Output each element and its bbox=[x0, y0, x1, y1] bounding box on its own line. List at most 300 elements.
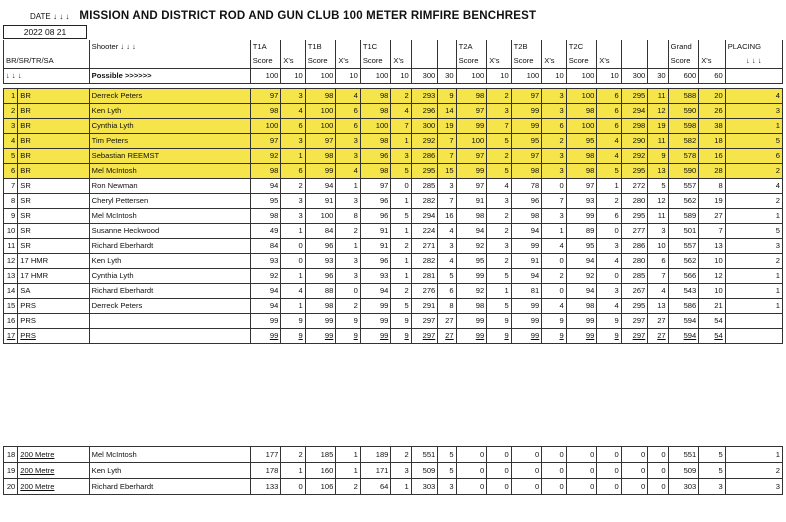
score-cell: 95 bbox=[456, 254, 487, 269]
placing-cell: 2 bbox=[725, 254, 782, 269]
blank-cell bbox=[4, 40, 90, 54]
xs-cell: 9 bbox=[487, 329, 511, 344]
score-cell: 578 bbox=[668, 149, 699, 164]
score-cell: 292 bbox=[411, 134, 438, 149]
row-number: 17 bbox=[4, 329, 18, 344]
xs-cell: 8 bbox=[699, 179, 726, 194]
score-cell: 96 bbox=[511, 194, 542, 209]
score-cell: 91 bbox=[511, 254, 542, 269]
xs-cell: 4 bbox=[648, 284, 668, 299]
xs-cell: 9 bbox=[391, 314, 411, 329]
score-cell: 590 bbox=[668, 164, 699, 179]
score-cell: 98 bbox=[305, 299, 336, 314]
score-cell: 285 bbox=[621, 269, 648, 284]
score-cell: 97 bbox=[456, 104, 487, 119]
score-cell: 551 bbox=[411, 447, 438, 463]
score-cell: 94 bbox=[456, 224, 487, 239]
score-header: Score bbox=[305, 54, 336, 69]
xs-cell: 3 bbox=[336, 254, 360, 269]
score-cell: 95 bbox=[250, 194, 281, 209]
score-cell: 557 bbox=[668, 239, 699, 254]
placing-cell: 5 bbox=[725, 224, 782, 239]
score-cell: 91 bbox=[305, 194, 336, 209]
xs-cell: 1 bbox=[391, 134, 411, 149]
score-cell: 99 bbox=[511, 119, 542, 134]
xs-cell: 28 bbox=[699, 164, 726, 179]
shooter-header: Shooter ↓ ↓ ↓ bbox=[89, 40, 250, 54]
shooter-name: Mel McIntosh bbox=[89, 447, 250, 463]
class-cell: SR bbox=[18, 194, 89, 209]
xs-cell: 6 bbox=[597, 209, 621, 224]
possible-value: 60 bbox=[699, 69, 726, 84]
score-cell: 566 bbox=[668, 269, 699, 284]
table-row bbox=[4, 164, 783, 179]
possible-value: 100 bbox=[305, 69, 336, 84]
xs-cell: 1 bbox=[391, 194, 411, 209]
xs-cell: 0 bbox=[487, 463, 511, 479]
score-header: Score bbox=[668, 54, 699, 69]
row-number: 8 bbox=[4, 194, 18, 209]
xs-cell: 6 bbox=[648, 254, 668, 269]
possible-value: 300 bbox=[621, 69, 648, 84]
score-cell: 97 bbox=[511, 149, 542, 164]
score-cell: 94 bbox=[305, 179, 336, 194]
xs-cell: 2 bbox=[391, 89, 411, 104]
xs-cell: 1 bbox=[336, 447, 360, 463]
xs-cell: 5 bbox=[487, 164, 511, 179]
placing-cell: 1 bbox=[725, 119, 782, 134]
xs-cell: 9 bbox=[336, 314, 360, 329]
t1a-header: T1A bbox=[250, 40, 281, 54]
score-cell: 97 bbox=[511, 89, 542, 104]
xs-cell: 1 bbox=[281, 463, 305, 479]
score-cell: 100 bbox=[305, 104, 336, 119]
xs-header: X's bbox=[336, 54, 360, 69]
score-cell: 98 bbox=[250, 164, 281, 179]
xs-cell: 12 bbox=[699, 269, 726, 284]
score-cell: 99 bbox=[360, 314, 391, 329]
score-cell: 88 bbox=[305, 284, 336, 299]
score-header: Score bbox=[250, 54, 281, 69]
xs-cell: 2 bbox=[336, 299, 360, 314]
score-cell: 99 bbox=[456, 314, 487, 329]
score-cell: 98 bbox=[360, 134, 391, 149]
xs-cell: 5 bbox=[487, 269, 511, 284]
score-cell: 93 bbox=[305, 254, 336, 269]
score-cell: 0 bbox=[456, 463, 487, 479]
score-cell: 99 bbox=[566, 209, 597, 224]
class-cell: 200 Metre bbox=[18, 447, 89, 463]
xs-cell: 19 bbox=[648, 119, 668, 134]
score-cell: 95 bbox=[566, 239, 597, 254]
score-cell: 99 bbox=[305, 314, 336, 329]
xs-cell: 1 bbox=[281, 149, 305, 164]
score-cell: 99 bbox=[511, 299, 542, 314]
xs-cell: 16 bbox=[438, 209, 456, 224]
xs-cell: 5 bbox=[487, 134, 511, 149]
score-cell: 594 bbox=[668, 329, 699, 344]
score-cell: 91 bbox=[456, 194, 487, 209]
xs-cell: 1 bbox=[597, 179, 621, 194]
class-cell: BR bbox=[18, 134, 89, 149]
score-cell: 0 bbox=[566, 479, 597, 495]
xs-cell: 2 bbox=[391, 239, 411, 254]
score-cell: 98 bbox=[456, 209, 487, 224]
score-cell: 598 bbox=[668, 119, 699, 134]
class-cell: 17 HMR bbox=[18, 269, 89, 284]
xs-cell: 1 bbox=[281, 269, 305, 284]
xs-cell: 0 bbox=[542, 463, 566, 479]
xs-cell: 6 bbox=[281, 119, 305, 134]
xs-cell: 26 bbox=[699, 104, 726, 119]
row-number: 15 bbox=[4, 299, 18, 314]
table-row bbox=[4, 179, 783, 194]
table-row bbox=[4, 239, 783, 254]
possible-value: 30 bbox=[648, 69, 668, 84]
xs-cell: 3 bbox=[487, 239, 511, 254]
xs-cell: 4 bbox=[438, 224, 456, 239]
score-cell: 99 bbox=[511, 314, 542, 329]
score-cell: 94 bbox=[250, 299, 281, 314]
score-cell: 94 bbox=[250, 284, 281, 299]
score-cell: 100 bbox=[360, 119, 391, 134]
table-row bbox=[4, 149, 783, 164]
score-cell: 295 bbox=[621, 89, 648, 104]
xs-cell: 5 bbox=[699, 463, 726, 479]
xs-cell: 7 bbox=[699, 224, 726, 239]
placing-cell: 5 bbox=[725, 134, 782, 149]
xs-cell: 3 bbox=[487, 194, 511, 209]
xs-cell: 1 bbox=[391, 479, 411, 495]
score-cell: 93 bbox=[250, 254, 281, 269]
xs-cell: 5 bbox=[597, 164, 621, 179]
score-cell: 100 bbox=[305, 119, 336, 134]
placing-cell: 1 bbox=[725, 269, 782, 284]
shooter-name: Richard Eberhardt bbox=[89, 239, 250, 254]
xs-cell: 2 bbox=[487, 224, 511, 239]
xs-cell: 54 bbox=[699, 329, 726, 344]
score-cell: 0 bbox=[511, 447, 542, 463]
xs-cell: 9 bbox=[281, 329, 305, 344]
xs-cell: 13 bbox=[648, 299, 668, 314]
arrows-cell: ↓ ↓ ↓ bbox=[4, 69, 90, 84]
blank-cell bbox=[725, 69, 782, 84]
xs-cell: 9 bbox=[542, 314, 566, 329]
xs-cell: 1 bbox=[336, 179, 360, 194]
xs-cell: 5 bbox=[699, 447, 726, 463]
score-cell: 590 bbox=[668, 104, 699, 119]
xs-cell: 0 bbox=[597, 269, 621, 284]
score-cell: 91 bbox=[360, 224, 391, 239]
xs-cell: 9 bbox=[542, 329, 566, 344]
xs-cell: 0 bbox=[542, 479, 566, 495]
possible-value: 10 bbox=[281, 69, 305, 84]
xs-cell: 3 bbox=[281, 89, 305, 104]
score-cell: 96 bbox=[360, 209, 391, 224]
xs-cell: 4 bbox=[281, 284, 305, 299]
xs-cell: 0 bbox=[648, 463, 668, 479]
xs-cell: 9 bbox=[487, 314, 511, 329]
class-cell: BR bbox=[18, 164, 89, 179]
score-cell: 96 bbox=[360, 149, 391, 164]
score-cell: 0 bbox=[511, 463, 542, 479]
table-row bbox=[4, 119, 783, 134]
xs-cell: 5 bbox=[487, 299, 511, 314]
score-cell: 0 bbox=[566, 463, 597, 479]
placing-arrows: ↓ ↓ ↓ bbox=[725, 54, 782, 69]
score-cell: 94 bbox=[511, 269, 542, 284]
placing-cell bbox=[725, 314, 782, 329]
score-cell: 98 bbox=[305, 89, 336, 104]
placing-cell: 4 bbox=[725, 89, 782, 104]
xs-cell: 3 bbox=[438, 179, 456, 194]
xs-cell: 3 bbox=[281, 194, 305, 209]
xs-cell: 9 bbox=[438, 89, 456, 104]
score-cell: 100 bbox=[566, 119, 597, 134]
placing-cell: 1 bbox=[725, 447, 782, 463]
xs-cell: 4 bbox=[597, 254, 621, 269]
xs-cell: 5 bbox=[391, 209, 411, 224]
shooter-name: Susanne Heckwood bbox=[89, 224, 250, 239]
xs-cell: 3 bbox=[336, 149, 360, 164]
row-number: 12 bbox=[4, 254, 18, 269]
class-cell: SA bbox=[18, 284, 89, 299]
placing-cell: 2 bbox=[725, 463, 782, 479]
possible-value: 100 bbox=[566, 69, 597, 84]
xs-cell: 19 bbox=[699, 194, 726, 209]
row-number: 7 bbox=[4, 179, 18, 194]
xs-cell: 2 bbox=[391, 447, 411, 463]
class-cell: BR bbox=[18, 119, 89, 134]
score-cell: 582 bbox=[668, 134, 699, 149]
xs-cell: 2 bbox=[281, 447, 305, 463]
score-cell: 94 bbox=[566, 284, 597, 299]
score-cell: 99 bbox=[456, 329, 487, 344]
xs-cell: 2 bbox=[336, 224, 360, 239]
xs-cell: 6 bbox=[281, 164, 305, 179]
xs-cell: 7 bbox=[542, 194, 566, 209]
xs-cell: 1 bbox=[391, 269, 411, 284]
xs-cell: 3 bbox=[597, 284, 621, 299]
xs-cell: 3 bbox=[281, 209, 305, 224]
score-header: Score bbox=[566, 54, 597, 69]
score-cell: 588 bbox=[668, 89, 699, 104]
xs-cell: 10 bbox=[699, 284, 726, 299]
xs-cell: 7 bbox=[487, 119, 511, 134]
xs-cell: 9 bbox=[391, 329, 411, 344]
score-cell: 92 bbox=[250, 149, 281, 164]
xs-cell: 4 bbox=[597, 299, 621, 314]
shooter-name: Ken Lyth bbox=[89, 463, 250, 479]
xs-cell: 9 bbox=[648, 149, 668, 164]
table-row bbox=[4, 104, 783, 119]
score-cell: 509 bbox=[411, 463, 438, 479]
t2b-header: T2B bbox=[511, 40, 542, 54]
xs-cell: 1 bbox=[281, 299, 305, 314]
xs-cell: 2 bbox=[542, 269, 566, 284]
score-cell: 98 bbox=[456, 299, 487, 314]
xs-cell: 4 bbox=[336, 89, 360, 104]
xs-cell: 5 bbox=[391, 299, 411, 314]
score-cell: 99 bbox=[305, 164, 336, 179]
xs-cell: 13 bbox=[648, 164, 668, 179]
row-number: 2 bbox=[4, 104, 18, 119]
placing-cell: 3 bbox=[725, 239, 782, 254]
possible-value: 30 bbox=[438, 69, 456, 84]
grand-header: Grand bbox=[668, 40, 699, 54]
row-number: 18 bbox=[4, 447, 18, 463]
xs-cell: 3 bbox=[281, 134, 305, 149]
table-row bbox=[4, 329, 783, 344]
xs-cell: 2 bbox=[391, 284, 411, 299]
score-cell: 98 bbox=[511, 209, 542, 224]
results-table bbox=[3, 40, 783, 344]
score-cell: 92 bbox=[456, 284, 487, 299]
score-cell: 99 bbox=[456, 119, 487, 134]
score-cell: 49 bbox=[250, 224, 281, 239]
xs-cell: 3 bbox=[699, 479, 726, 495]
row-number: 14 bbox=[4, 284, 18, 299]
table-row bbox=[4, 447, 783, 463]
class-cell: PRS bbox=[18, 299, 89, 314]
score-cell: 98 bbox=[566, 299, 597, 314]
score-cell: 96 bbox=[360, 254, 391, 269]
score-cell: 280 bbox=[621, 254, 648, 269]
xs-cell: 2 bbox=[487, 89, 511, 104]
score-cell: 295 bbox=[411, 164, 438, 179]
score-cell: 94 bbox=[566, 254, 597, 269]
score-cell: 98 bbox=[566, 149, 597, 164]
row-number: 4 bbox=[4, 134, 18, 149]
table-row bbox=[4, 254, 783, 269]
score-cell: 292 bbox=[621, 149, 648, 164]
shooter-name: Cynthia Lyth bbox=[89, 269, 250, 284]
score-cell: 97 bbox=[360, 179, 391, 194]
row-number: 1 bbox=[4, 89, 18, 104]
xs-cell: 0 bbox=[487, 447, 511, 463]
score-cell: 171 bbox=[360, 463, 391, 479]
xs-cell: 1 bbox=[391, 224, 411, 239]
xs-cell: 9 bbox=[336, 329, 360, 344]
xs-cell: 4 bbox=[391, 104, 411, 119]
xs-cell: 3 bbox=[542, 104, 566, 119]
xs-cell: 0 bbox=[648, 479, 668, 495]
score-cell: 562 bbox=[668, 254, 699, 269]
score-cell: 295 bbox=[621, 164, 648, 179]
xs-cell: 1 bbox=[281, 224, 305, 239]
xs-cell: 5 bbox=[438, 269, 456, 284]
xs-cell: 0 bbox=[542, 284, 566, 299]
xs-cell: 12 bbox=[648, 104, 668, 119]
placing-cell: 2 bbox=[725, 194, 782, 209]
xs-header: X's bbox=[391, 54, 411, 69]
score-cell: 64 bbox=[360, 479, 391, 495]
table-row bbox=[4, 269, 783, 284]
class-cell: 200 Metre bbox=[18, 463, 89, 479]
placing-cell: 3 bbox=[725, 479, 782, 495]
xs-cell: 0 bbox=[281, 239, 305, 254]
placing-cell bbox=[725, 329, 782, 344]
xs-cell: 1 bbox=[336, 239, 360, 254]
xs-cell: 3 bbox=[438, 239, 456, 254]
score-cell: 89 bbox=[566, 224, 597, 239]
class-cell: BR bbox=[18, 89, 89, 104]
shooter-name: Derreck Peters bbox=[89, 89, 250, 104]
score-cell: 98 bbox=[456, 89, 487, 104]
score-header: Score bbox=[360, 54, 391, 69]
score-cell: 97 bbox=[305, 134, 336, 149]
score-header: Score bbox=[511, 54, 542, 69]
placing-cell: 4 bbox=[725, 179, 782, 194]
score-cell: 98 bbox=[360, 164, 391, 179]
row-number: 16 bbox=[4, 314, 18, 329]
shooter-name: Ron Newman bbox=[89, 179, 250, 194]
possible-label: Possible >>>>>> bbox=[89, 69, 250, 84]
xs-cell: 2 bbox=[542, 134, 566, 149]
shooter-name: Cheryl Pettersen bbox=[89, 194, 250, 209]
score-cell: 98 bbox=[511, 164, 542, 179]
class-header: BR/SR/TR/SA bbox=[4, 54, 90, 69]
score-cell: 78 bbox=[511, 179, 542, 194]
score-cell: 98 bbox=[566, 104, 597, 119]
xs-cell: 2 bbox=[281, 179, 305, 194]
score-cell: 97 bbox=[250, 134, 281, 149]
xs-cell: 2 bbox=[487, 149, 511, 164]
placing-cell: 1 bbox=[725, 299, 782, 314]
class-cell: BR bbox=[18, 104, 89, 119]
table-row bbox=[4, 209, 783, 224]
row-number: 9 bbox=[4, 209, 18, 224]
xs-cell: 4 bbox=[542, 299, 566, 314]
table-row bbox=[4, 463, 783, 479]
xs-cell: 20 bbox=[699, 89, 726, 104]
score-cell: 93 bbox=[360, 269, 391, 284]
score-cell: 290 bbox=[621, 134, 648, 149]
shooter-name: Richard Eberhardt bbox=[89, 479, 250, 495]
placing-cell: 3 bbox=[725, 104, 782, 119]
score-cell: 276 bbox=[411, 284, 438, 299]
xs-cell: 8 bbox=[438, 299, 456, 314]
table-row bbox=[4, 134, 783, 149]
score-cell: 99 bbox=[360, 299, 391, 314]
xs-cell: 13 bbox=[699, 239, 726, 254]
xs-cell: 3 bbox=[391, 463, 411, 479]
score-cell: 272 bbox=[621, 179, 648, 194]
xs-cell: 16 bbox=[699, 149, 726, 164]
xs-cell: 54 bbox=[699, 314, 726, 329]
score-cell: 296 bbox=[411, 104, 438, 119]
xs-cell: 0 bbox=[597, 463, 621, 479]
score-cell: 100 bbox=[456, 134, 487, 149]
score-cell: 106 bbox=[305, 479, 336, 495]
possible-value: 100 bbox=[456, 69, 487, 84]
score-cell: 0 bbox=[621, 463, 648, 479]
placing-cell: 6 bbox=[725, 149, 782, 164]
xs-cell: 38 bbox=[699, 119, 726, 134]
score-cell: 98 bbox=[360, 104, 391, 119]
score-cell: 92 bbox=[456, 239, 487, 254]
score-cell: 0 bbox=[621, 479, 648, 495]
xs-cell: 1 bbox=[391, 254, 411, 269]
score-header: Score bbox=[456, 54, 487, 69]
score-cell: 97 bbox=[566, 179, 597, 194]
xs-cell: 21 bbox=[699, 299, 726, 314]
xs-header: X's bbox=[487, 54, 511, 69]
xs-cell: 3 bbox=[648, 224, 668, 239]
row-number: 20 bbox=[4, 479, 18, 495]
xs-cell: 3 bbox=[542, 209, 566, 224]
score-cell: 177 bbox=[250, 447, 281, 463]
